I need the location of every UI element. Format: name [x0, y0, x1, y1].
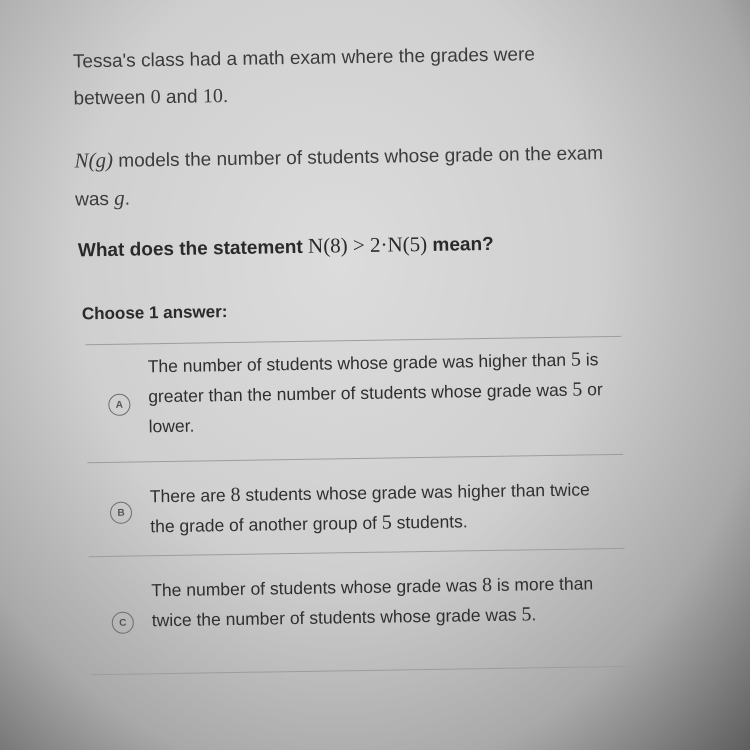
choice-b-radio[interactable]: B — [110, 502, 132, 524]
choice-b-text-2: students whose grade was higher than twice the grade of another group of — [150, 479, 590, 537]
model-text: models the number of students whose grade on the exam was — [74, 143, 604, 211]
choice-b-num-1: 8 — [230, 483, 241, 507]
choice-c-text-2: is more than twice the number of students whose grade was — [151, 573, 594, 631]
choice-a-text-1: The number of students whose grade was higher than — [147, 349, 572, 377]
question-prompt — [78, 229, 638, 263]
choice-c-radio[interactable]: C — [112, 612, 134, 634]
choice-c-text — [151, 568, 617, 635]
model-variable: g — [113, 185, 125, 210]
choice-a-num-1: 5 — [570, 348, 582, 371]
choice-b-text-3: students. — [391, 511, 468, 533]
intro-text: Tessa's class had a math exam where the grades were between — [72, 44, 536, 110]
model-paragraph — [74, 134, 605, 218]
choice-a-num-2: 5 — [572, 378, 583, 401]
choose-instructions: Choose 1 answer: — [81, 302, 228, 324]
question-lead: What does the statement — [77, 236, 309, 262]
choice-a-text — [148, 344, 614, 441]
choice-a-text-2: is greater than the number of students whose grade was — [148, 349, 599, 407]
intro-and: and — [160, 86, 204, 109]
choice-c-num-2: 5 — [521, 603, 532, 626]
intro-paragraph — [73, 36, 604, 117]
intro-end: . — [222, 86, 229, 108]
choice-c[interactable] — [103, 558, 625, 672]
model-function: N(g) — [74, 147, 114, 173]
choice-b-text-1: There are — [149, 485, 231, 507]
choice-b-text — [150, 474, 616, 541]
choice-b-num-2: 5 — [381, 511, 392, 534]
question-math: N(8) > 2·N(5) — [307, 231, 428, 258]
question-tail: mean? — [427, 233, 494, 256]
model-end: . — [124, 188, 131, 210]
intro-num-low: 0 — [150, 86, 161, 109]
choice-c-text-1: The number of students whose grade was — [151, 575, 483, 601]
choice-a-text-3: or lower. — [148, 379, 603, 437]
choice-c-num-1: 8 — [481, 573, 493, 597]
choice-a[interactable] — [99, 342, 621, 460]
choice-b[interactable] — [101, 462, 622, 554]
choice-a-radio[interactable]: A — [108, 394, 130, 416]
intro-num-high: 10 — [202, 85, 224, 108]
choice-c-text-3: . — [531, 604, 537, 625]
